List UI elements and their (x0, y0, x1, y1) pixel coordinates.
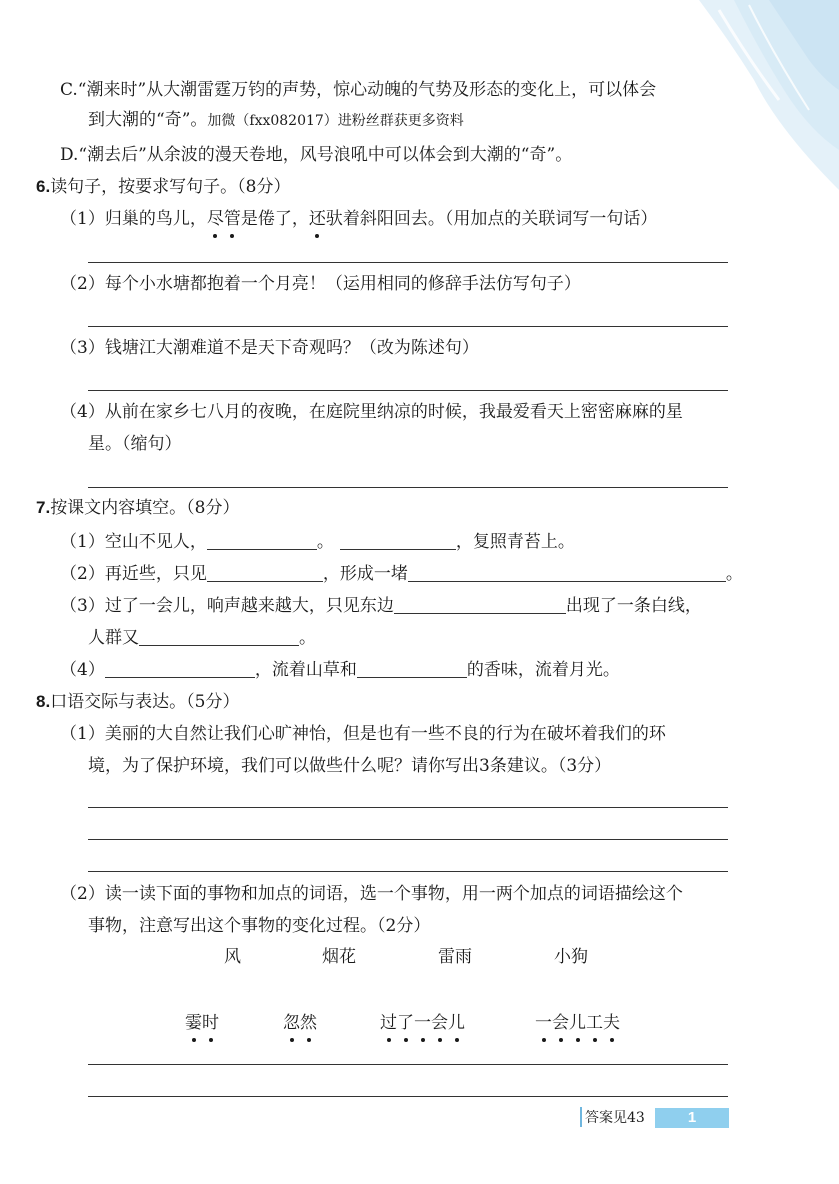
q6-item-2: （2）每个小水塘都抱着一个月亮！（运用相同的修辞手法仿写句子） (60, 274, 581, 294)
q7-l1-text-b: 。 (316, 532, 334, 552)
q7-l2-text-c: 。 (725, 564, 743, 584)
page-number: 1 (655, 1108, 729, 1128)
q7-l3-text-d: 。 (299, 628, 316, 648)
dotted-word-4: 一会儿工夫 (535, 1013, 620, 1033)
q7-line-1 (60, 530, 575, 554)
q7-line-3-cont (88, 626, 316, 650)
q7-blank-8[interactable] (357, 659, 467, 678)
q7-blank-4[interactable] (408, 563, 726, 582)
q5-option-c-text: 到大潮的“奇”。 (88, 110, 208, 130)
q5-option-c-line1: C.“潮来时”从大潮雷霆万钧的声势，惊心动魄的气势及形态的变化上，可以体会 (60, 80, 657, 100)
q8-part2-line2: 事物，注意写出这个事物的变化过程。（2分） (88, 916, 431, 936)
thing-puppy: 小狗 (554, 947, 588, 967)
q7-blank-7[interactable] (105, 659, 255, 678)
q8-part1-line1: （1）美丽的大自然让我们心旷神怡，但是也有一些不良的行为在破坏着我们的环 (60, 724, 666, 744)
q7-blank-6[interactable] (139, 627, 299, 646)
q7-l3-text-a: （3）过了一会儿，响声越来越大，只见东边 (60, 596, 394, 616)
q6-item-3: （3）钱塘江大潮难道不是天下奇观吗？（改为陈述句） (60, 338, 479, 358)
q5-option-d: D.“潮去后”从余波的漫天卷地，风号浪吼中可以体会到大潮的“奇”。 (60, 145, 573, 165)
q7-l3-text-b: 出现了一条白线， (565, 596, 702, 616)
q5-option-c-line2 (88, 108, 464, 133)
brush-stroke-decoration (659, 0, 839, 200)
q7-l4-text-c: 的香味，流着月光。 (466, 660, 620, 680)
q6-heading (36, 175, 291, 199)
q7-line-3 (60, 594, 702, 618)
q8-answer-line-3[interactable] (88, 871, 728, 872)
q7-blank-2[interactable] (340, 531, 456, 550)
q6-item-4-cont: 星。（缩句） (88, 434, 182, 454)
q6-item-4: （4）从前在家乡七八月的夜晚，在庭院里纳凉的时候，我最爱看天上密密麻麻的星 (60, 402, 683, 422)
dotted-word-3: 过了一会儿 (380, 1013, 465, 1033)
q7-number: 7. (36, 498, 51, 517)
q6-answer-line-2[interactable] (88, 326, 728, 327)
q8-answer-line-5[interactable] (88, 1096, 728, 1097)
q8-title: 口语交际与表达。（5分） (50, 692, 240, 712)
q7-line-4 (60, 658, 620, 682)
dotted-word-1: 霎时 (185, 1013, 219, 1033)
q7-l1-text-a: （1）空山不见人， (60, 532, 207, 552)
q6-number: 6. (36, 177, 51, 196)
q6-title: 读句子，按要求写句子。（8分） (50, 177, 291, 197)
q7-title: 按课文内容填空。（8分） (50, 498, 240, 518)
q7-line-2 (60, 562, 743, 586)
q7-blank-1[interactable] (207, 531, 317, 550)
q8-heading (36, 690, 240, 714)
thing-wind: 风 (224, 947, 241, 967)
q6-answer-line-4[interactable] (88, 487, 728, 488)
q8-number: 8. (36, 692, 51, 711)
q8-part2-line1: （2）读一读下面的事物和加点的词语，选一个事物，用一两个加点的词语描绘这个 (60, 884, 683, 904)
q7-l2-text-a: （2）再近些，只见 (60, 564, 207, 584)
q7-blank-3[interactable] (207, 563, 323, 582)
q7-blank-5[interactable] (394, 595, 566, 614)
q7-l3-text-c: 人群又 (88, 628, 139, 648)
q6-item-1: （1）归巢的鸟儿，尽管是倦了，还驮着斜阳回去。（用加点的关联词写一句话） (60, 209, 658, 229)
q6-answer-line-1[interactable] (88, 262, 728, 263)
q8-part1-line2: 境，为了保护环境，我们可以做些什么呢？请你写出3条建议。（3分） (88, 756, 612, 776)
q5-promo-note: 加微（fxx082017）进粉丝群获更多资料 (207, 113, 464, 129)
dotted-word-2: 忽然 (283, 1013, 317, 1033)
q7-l4-text-b: ，流着山草和 (254, 660, 357, 680)
thing-fireworks: 烟花 (322, 947, 356, 967)
thing-thunderstorm: 雷雨 (438, 947, 472, 967)
q6-answer-line-3[interactable] (88, 390, 728, 391)
q7-l2-text-b: ，形成一堵 (322, 564, 408, 584)
q8-answer-line-4[interactable] (88, 1064, 728, 1065)
footer-divider (580, 1107, 582, 1127)
answer-reference: 答案见43 (585, 1110, 645, 1126)
q7-l1-text-c: ，复照青苔上。 (455, 532, 575, 552)
q8-answer-line-1[interactable] (88, 807, 728, 808)
q7-heading (36, 496, 240, 520)
q8-answer-line-2[interactable] (88, 839, 728, 840)
q7-l4-text-a: （4） (60, 660, 105, 680)
